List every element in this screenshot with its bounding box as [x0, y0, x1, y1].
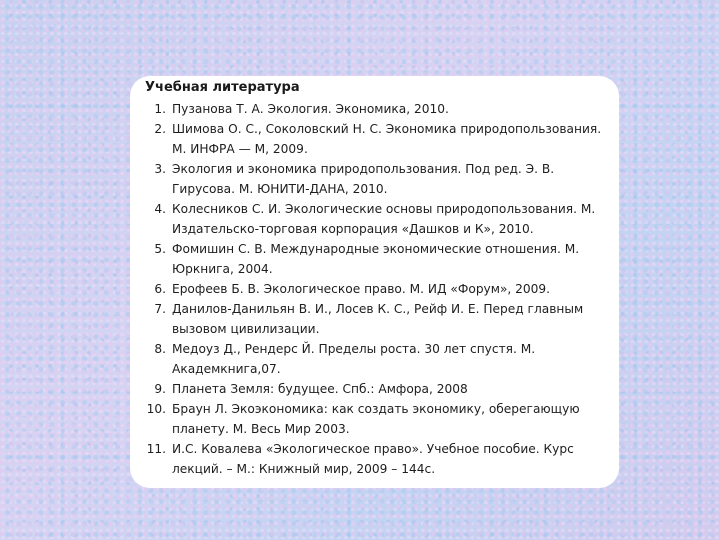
list-item — [142, 299, 614, 339]
item-number: 11. — [146, 442, 166, 456]
page-title: Учебная литература — [145, 80, 300, 95]
list-item — [142, 339, 614, 379]
item-number: 1. — [154, 102, 166, 116]
list-item — [142, 279, 614, 299]
item-number: 10. — [146, 402, 166, 416]
item-number: 7. — [154, 302, 166, 316]
item-text: Фомишин С. В. Международные экономические отношения. М. Юркнига, 2004. — [172, 242, 580, 276]
reference-list — [142, 99, 614, 479]
list-item — [142, 99, 614, 119]
item-text: И.С. Ковалева «Экологическое право». Учебное пособие. Курс лекций. – М.: Книжный мир, 2009 – 144с. — [172, 442, 574, 476]
list-item — [142, 239, 614, 279]
list-item — [142, 379, 614, 399]
item-number: 2. — [154, 122, 166, 136]
list-item — [142, 119, 614, 159]
item-number: 8. — [154, 342, 166, 356]
list-item — [142, 159, 614, 199]
item-number: 9. — [154, 382, 166, 396]
item-number: 6. — [154, 282, 166, 296]
item-text: Колесников С. И. Экологические основы природопользования. М. Издательско-торговая корпорация «Дашков и К», 2010. — [172, 202, 596, 236]
item-text: Пузанова Т. А. Экология. Экономика, 2010. — [172, 102, 449, 116]
list-item — [142, 439, 614, 479]
item-number: 5. — [154, 242, 166, 256]
item-number: 3. — [154, 162, 166, 176]
item-text: Ерофеев Б. В. Экологическое право. М. ИД «Форум», 2009. — [172, 282, 551, 296]
list-item — [142, 399, 614, 439]
item-text: Данилов-Данильян В. И., Лосев К. С., Рейф И. Е. Перед главным вызовом цивилизации. — [172, 302, 584, 336]
item-number: 4. — [154, 202, 166, 216]
item-text: Медоуз Д., Рендерс Й. Пределы роста. 30 лет спустя. М. Академкнига,07. — [172, 342, 536, 376]
list-item — [142, 199, 614, 239]
item-text: Экология и экономика природопользования. Под ред. Э. В. Гирусова. М. ЮНИТИ-ДАНА, 2010. — [172, 162, 555, 196]
item-text: Планета Земля: будущее. Спб.: Амфора, 2008 — [172, 382, 468, 396]
item-text: Шимова О. С., Соколовский Н. С. Экономика природопользования. М. ИНФРА — М, 2009. — [172, 122, 602, 156]
item-text: Браун Л. Экоэкономика: как создать экономику, оберегающую планету. М. Весь Мир 2003. — [172, 402, 580, 436]
